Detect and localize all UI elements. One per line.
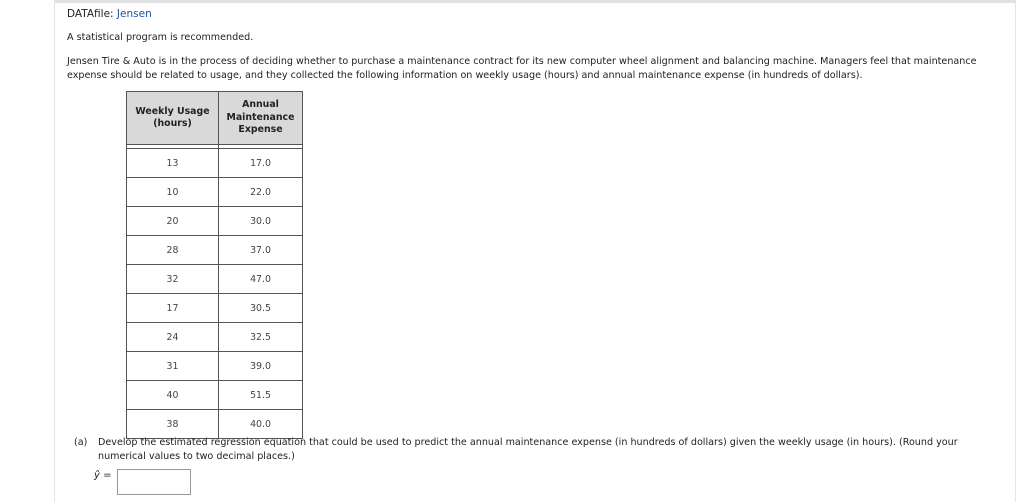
expense-cell: 30.5 — [219, 294, 303, 323]
table-row — [127, 323, 303, 352]
expense-cell: 17.0 — [219, 149, 303, 178]
datafile-line — [67, 8, 152, 20]
usage-cell: 31 — [127, 352, 219, 381]
usage-cell: 38 — [127, 410, 219, 439]
question-a — [74, 436, 1004, 463]
expense-cell: 47.0 — [219, 265, 303, 294]
table-row — [127, 236, 303, 265]
usage-cell: 24 — [127, 323, 219, 352]
table-row — [127, 294, 303, 323]
table-row — [127, 178, 303, 207]
expense-cell: 32.5 — [219, 323, 303, 352]
question-tag: (a) — [74, 437, 88, 448]
expense-cell: 39.0 — [219, 352, 303, 381]
answer-label — [94, 470, 111, 481]
regression-equation-input[interactable] — [117, 469, 191, 495]
equals-sign: = — [99, 470, 112, 481]
question-text: Develop the estimated regression equation that could be used to predict the annual maintenance expense (in hundreds of dollars) given the weekly usage (in hours). (Round your numerical values to two decimal places.) — [98, 437, 958, 462]
recommendation-text: A statistical program is recommended. — [67, 32, 254, 43]
expense-cell: 30.0 — [219, 207, 303, 236]
table-row — [127, 207, 303, 236]
datafile-link[interactable]: Jensen — [116, 8, 152, 20]
table-row — [127, 410, 303, 439]
table-row — [127, 352, 303, 381]
data-table — [126, 91, 303, 439]
usage-cell: 17 — [127, 294, 219, 323]
expense-cell: 22.0 — [219, 178, 303, 207]
usage-cell: 10 — [127, 178, 219, 207]
problem-statement: Jensen Tire & Auto is in the process of deciding whether to purchase a maintenance contract for its new computer wheel alignment and balancing machine. Managers feel that maintenance expense should be related to usage, and they collected the following information on weekly usage (hours) and annual maintenance expense (in hundreds of dollars). — [67, 56, 977, 81]
datafile-label: DATAfile: — [67, 8, 117, 20]
usage-cell: 32 — [127, 265, 219, 294]
usage-cell: 40 — [127, 381, 219, 410]
expense-cell: 51.5 — [219, 381, 303, 410]
usage-cell: 20 — [127, 207, 219, 236]
usage-cell: 28 — [127, 236, 219, 265]
column-header-annual-expense: Annual Maintenance Expense — [219, 92, 303, 145]
table-row — [127, 265, 303, 294]
table-row — [127, 381, 303, 410]
column-header-weekly-usage: Weekly Usage (hours) — [127, 92, 219, 145]
expense-cell: 40.0 — [219, 410, 303, 439]
y-hat-symbol: ŷ — [94, 470, 100, 481]
table-row — [127, 149, 303, 178]
expense-cell: 37.0 — [219, 236, 303, 265]
usage-cell: 13 — [127, 149, 219, 178]
